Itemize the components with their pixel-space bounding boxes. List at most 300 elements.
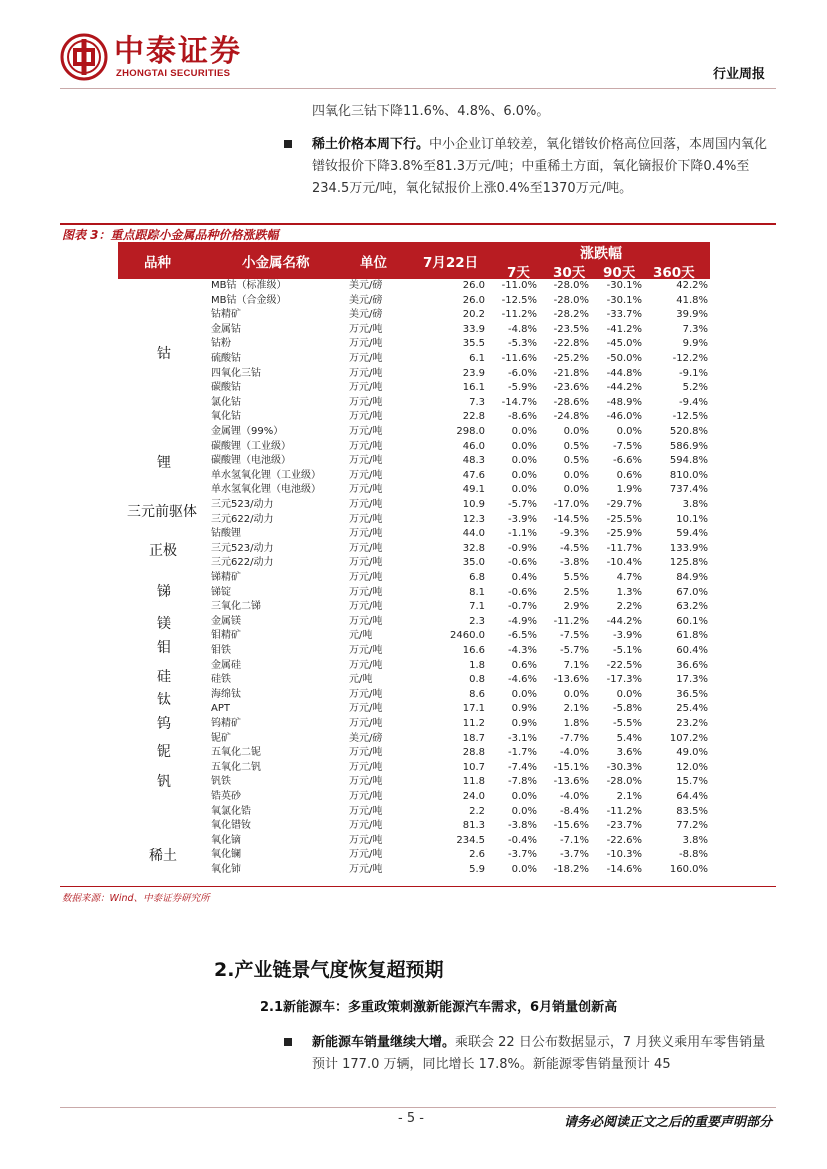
cell-d30: -7.5% [559, 630, 589, 642]
cell-d30: 0.5% [563, 440, 589, 452]
cell-price: 33.9 [462, 323, 485, 335]
cell-d7: -4.8% [507, 323, 537, 335]
section-title: 2.产业链景气度恢复超预期 [214, 959, 444, 981]
table-row [118, 571, 710, 586]
table-row [118, 629, 710, 644]
cell-unit: 万元/吨 [349, 834, 383, 846]
cell-unit: 万元/吨 [349, 849, 383, 861]
table-row [118, 805, 710, 820]
cell-name: 金属钴 [211, 323, 241, 335]
cell-d360: 3.8% [682, 499, 708, 510]
cell-d360: 10.1% [676, 513, 708, 525]
subsection-title: 2.1新能源车：多重政策刺激新能源汽车需求，6月销量创新高 [260, 1000, 618, 1015]
cell-d7: -14.7% [501, 396, 537, 408]
cell-price: 2.3 [469, 615, 485, 627]
cell-d360: 133.9% [669, 542, 708, 554]
cell-unit: 万元/吨 [349, 499, 383, 510]
cell-unit: 美元/磅 [349, 309, 383, 321]
zhongtai-logo-icon [60, 33, 108, 81]
cell-name: 锆英砂 [211, 791, 241, 802]
cell-d7: -5.7% [507, 499, 537, 510]
cell-d7: 0.0% [511, 455, 537, 467]
cell-d30: -15.6% [553, 820, 589, 832]
cell-price: 7.1 [469, 601, 485, 613]
cell-d7: -1.7% [507, 747, 537, 759]
cell-name: 五氧化二钒 [211, 761, 261, 773]
cell-unit: 万元/吨 [349, 586, 383, 598]
bullet-square-icon [284, 1038, 292, 1046]
cell-price: 2460.0 [450, 630, 485, 642]
cell-unit: 万元/吨 [349, 396, 383, 408]
category-vanadium: 钒 [157, 774, 171, 790]
cell-d90: -11.2% [606, 805, 642, 817]
cell-price: 5.9 [469, 864, 485, 875]
cell-d360: 5.2% [682, 382, 708, 394]
cell-d360: 63.2% [676, 601, 708, 613]
cell-name: 四氧化三钴 [211, 367, 261, 379]
cell-name: 金属硅 [211, 659, 241, 671]
cell-name: 氧化镝 [211, 834, 241, 846]
cell-d90: -48.9% [606, 396, 642, 408]
category-magnesium: 镁 [157, 616, 171, 632]
table-row [118, 732, 710, 747]
cell-unit: 美元/磅 [349, 732, 383, 744]
cell-d30: -8.4% [559, 805, 589, 817]
cell-d90: 2.1% [616, 791, 642, 802]
cell-d30: -22.8% [553, 338, 589, 350]
cell-price: 32.8 [462, 542, 485, 554]
cell-d90: -23.7% [606, 820, 642, 832]
cell-d30: -28.6% [553, 396, 589, 408]
cell-d90: 2.2% [616, 601, 642, 613]
cell-d360: 9.9% [682, 338, 708, 350]
cell-d7: 0.4% [511, 572, 537, 583]
cell-d7: -4.6% [507, 674, 537, 686]
cell-d90: -22.5% [606, 659, 642, 671]
cell-name: 钨精矿 [211, 718, 241, 729]
cell-d7: -3.7% [507, 849, 537, 861]
cell-d360: 67.0% [676, 586, 708, 598]
category-antimony: 锑 [157, 584, 171, 600]
bullet-lead: 新能源车销量继续大增。 [312, 1035, 456, 1050]
cell-price: 35.5 [462, 338, 485, 350]
cell-name: 五氧化二铌 [211, 747, 261, 759]
table-row [118, 396, 710, 411]
cell-name: 海绵钛 [211, 688, 241, 700]
table-row [118, 352, 710, 367]
cell-d7: -6.5% [507, 630, 537, 642]
cell-price: 46.0 [462, 440, 485, 452]
cell-d360: 36.6% [676, 659, 708, 671]
bullet-body: 乘联会 22 日公布数据显示，7 月狭义乘用车零售销量预计 177.0 万辆，同比增长 17.8%。新能源零售销量预计 45 [312, 1035, 766, 1072]
cell-d7: -0.6% [507, 557, 537, 569]
table-row [118, 469, 710, 484]
cell-name: 钼精矿 [211, 630, 241, 642]
category-cathode: 正极 [149, 543, 177, 559]
table-row [118, 834, 710, 849]
table-row [118, 673, 710, 688]
bullet-paragraph [312, 134, 774, 200]
cell-price: 298.0 [456, 426, 485, 437]
cell-unit: 万元/吨 [349, 747, 383, 759]
cell-d90: -11.7% [606, 542, 642, 554]
cell-d30: -4.0% [559, 791, 589, 802]
cell-d30: -24.8% [553, 411, 589, 423]
category-ternary-precursor: 三元前驱体 [127, 504, 197, 520]
cell-d30: 7.1% [563, 659, 589, 671]
cell-price: 6.8 [469, 572, 485, 583]
cell-d90: -6.6% [612, 455, 642, 467]
cell-unit: 万元/吨 [349, 572, 383, 583]
cell-name: 钴粉 [211, 338, 231, 350]
cell-name: 碳酸钴 [211, 382, 241, 394]
cell-d360: 42.2% [676, 280, 708, 291]
cell-d90: -25.5% [606, 513, 642, 525]
table-row [118, 556, 710, 571]
cell-d7: -12.5% [501, 294, 537, 306]
cell-d7: -11.6% [501, 353, 537, 364]
cell-name: 碳酸锂（电池级） [211, 455, 291, 467]
cell-unit: 美元/磅 [349, 280, 383, 291]
header-unit: 单位 [360, 255, 387, 271]
cell-unit: 万元/吨 [349, 440, 383, 452]
table-row [118, 410, 710, 425]
cell-d360: 586.9% [669, 440, 708, 452]
cell-name: 金属锂（99%） [211, 426, 284, 437]
cell-d90: -14.6% [606, 864, 642, 875]
category-lithium: 锂 [157, 455, 171, 471]
cell-price: 6.1 [469, 353, 485, 364]
cell-unit: 万元/吨 [349, 484, 383, 496]
cell-d90: -5.8% [612, 703, 642, 715]
table-bottom-rule [60, 886, 776, 887]
cell-d7: -5.3% [507, 338, 537, 350]
cell-d30: -7.1% [559, 834, 589, 846]
table-row [118, 367, 710, 382]
cell-unit: 万元/吨 [349, 659, 383, 671]
cell-d90: -45.0% [606, 338, 642, 350]
cell-name: 三元622/动力 [211, 513, 274, 525]
cell-price: 26.0 [462, 280, 485, 291]
table-row [118, 323, 710, 338]
cell-name: 钴酸锂 [211, 528, 241, 540]
cell-d30: 0.0% [563, 426, 589, 437]
cell-name: 氧化镨钕 [211, 820, 251, 832]
cell-d7: -4.3% [507, 645, 537, 656]
cell-d7: -7.4% [507, 761, 537, 773]
header-90d: 90天 [603, 265, 636, 281]
bullet-square-icon [284, 140, 292, 148]
header-7d: 7天 [507, 265, 530, 281]
category-cobalt: 钴 [157, 346, 171, 362]
table-row [118, 308, 710, 323]
cell-d7: -0.4% [507, 834, 537, 846]
bullet-paragraph [312, 1032, 774, 1076]
cell-d90: -22.6% [606, 834, 642, 846]
cell-name: 氧氯化锆 [211, 805, 251, 817]
cell-d360: 39.9% [676, 309, 708, 321]
cell-d7: -5.9% [507, 382, 537, 394]
cell-d30: -4.0% [559, 747, 589, 759]
logo-english-name: ZHONGTAI SECURITIES [116, 68, 231, 79]
intro-continued-text: 四氧化三钴下降11.6%、4.8%、6.0%。 [312, 104, 550, 119]
cell-d360: 84.9% [676, 572, 708, 583]
cell-d90: -50.0% [606, 353, 642, 364]
cell-d360: -12.2% [672, 353, 708, 364]
table-row [118, 819, 710, 834]
cell-d7: -7.8% [507, 776, 537, 788]
cell-price: 1.8 [469, 659, 485, 671]
cell-d7: 0.0% [511, 791, 537, 802]
cell-d30: -4.5% [559, 542, 589, 554]
cell-name: 金属镁 [211, 615, 241, 627]
cell-d360: 107.2% [669, 732, 708, 744]
cell-unit: 万元/吨 [349, 323, 383, 335]
cell-price: 28.8 [462, 747, 485, 759]
table-row [118, 337, 710, 352]
table-row [118, 717, 710, 732]
cell-d30: 1.8% [563, 718, 589, 729]
cell-price: 26.0 [462, 294, 485, 306]
cell-name: 碳酸锂（工业级） [211, 440, 291, 452]
cell-name: 氯化钴 [211, 396, 241, 408]
table-row [118, 600, 710, 615]
table-row [118, 644, 710, 659]
cell-d90: -46.0% [606, 411, 642, 423]
cell-d7: -8.6% [507, 411, 537, 423]
figure-title: 图表 3：重点跟踪小金属品种价格涨跌幅 [62, 228, 279, 242]
table-row [118, 425, 710, 440]
footer-divider [60, 1107, 776, 1108]
cell-d90: -17.3% [606, 674, 642, 686]
cell-name: 钼铁 [211, 645, 231, 656]
cell-d360: 12.0% [676, 761, 708, 773]
cell-d7: -1.1% [507, 528, 537, 540]
cell-d360: 737.4% [669, 484, 708, 496]
cell-unit: 万元/吨 [349, 513, 383, 525]
cell-unit: 万元/吨 [349, 542, 383, 554]
cell-d7: 0.0% [511, 484, 537, 496]
page-number: - 5 - [398, 1111, 424, 1126]
cell-d30: -28.0% [553, 294, 589, 306]
cell-unit: 万元/吨 [349, 382, 383, 394]
cell-unit: 元/吨 [349, 630, 373, 642]
cell-unit: 万元/吨 [349, 557, 383, 569]
price-table-body [118, 279, 710, 886]
table-row [118, 746, 710, 761]
category-rare-earth: 稀土 [149, 848, 177, 864]
table-row [118, 702, 710, 717]
header-category: 品种 [144, 255, 171, 271]
cell-d90: -33.7% [606, 309, 642, 321]
cell-name: 三元622/动力 [211, 557, 274, 569]
cell-d90: -10.3% [606, 849, 642, 861]
cell-name: 铌矿 [211, 732, 231, 744]
cell-d30: -13.6% [553, 674, 589, 686]
table-row [118, 848, 710, 863]
cell-name: MB钴（合金级） [211, 294, 287, 306]
cell-d30: 0.0% [563, 469, 589, 481]
cell-d360: 23.2% [676, 718, 708, 729]
cell-d7: -3.9% [507, 513, 537, 525]
rare-earth-bullet [284, 134, 774, 200]
cell-d7: 0.0% [511, 688, 537, 700]
cell-d7: -3.8% [507, 820, 537, 832]
header-divider [60, 88, 776, 89]
cell-price: 81.3 [462, 820, 485, 832]
cell-name: MB钴（标准级） [211, 280, 287, 291]
cell-d90: -7.5% [612, 440, 642, 452]
cell-d90: -10.4% [606, 557, 642, 569]
footer-disclaimer: 请务必阅读正文之后的重要声明部分 [563, 1115, 772, 1130]
cell-name: 氧化铈 [211, 864, 241, 875]
table-row [118, 761, 710, 776]
cell-name: 硅铁 [211, 674, 231, 686]
cell-d30: 2.1% [563, 703, 589, 715]
cell-price: 2.6 [469, 849, 485, 861]
cell-d7: -11.0% [501, 280, 537, 291]
category-molybdenum: 钼 [157, 640, 171, 656]
cell-d7: -0.6% [507, 586, 537, 598]
figure-title-bar [60, 223, 776, 242]
cell-d360: 160.0% [669, 864, 708, 875]
cell-price: 20.2 [462, 309, 485, 321]
cell-unit: 万元/吨 [349, 805, 383, 817]
cell-d30: 2.9% [563, 601, 589, 613]
cell-d360: 59.4% [676, 528, 708, 540]
cell-d30: -23.6% [553, 382, 589, 394]
cell-d90: -25.9% [606, 528, 642, 540]
cell-d360: 61.8% [676, 630, 708, 642]
cell-d360: 3.8% [682, 834, 708, 846]
cell-price: 47.6 [462, 469, 485, 481]
cell-d30: -23.5% [553, 323, 589, 335]
cell-d90: 1.3% [616, 586, 642, 598]
cell-unit: 万元/吨 [349, 688, 383, 700]
cell-d360: -9.1% [678, 367, 708, 379]
cell-d30: -28.2% [553, 309, 589, 321]
cell-d7: 0.9% [511, 703, 537, 715]
cell-unit: 万元/吨 [349, 703, 383, 715]
cell-d90: -3.9% [612, 630, 642, 642]
cell-d7: 0.0% [511, 469, 537, 481]
table-row [118, 688, 710, 703]
cell-price: 48.3 [462, 455, 485, 467]
cell-d360: 83.5% [676, 805, 708, 817]
cell-d360: 17.3% [676, 674, 708, 686]
cell-price: 16.1 [462, 382, 485, 394]
cell-d30: -13.6% [553, 776, 589, 788]
cell-d360: 520.8% [669, 426, 708, 437]
cell-unit: 万元/吨 [349, 411, 383, 423]
cell-price: 49.1 [462, 484, 485, 496]
cell-d360: 41.8% [676, 294, 708, 306]
cell-d360: 125.8% [669, 557, 708, 569]
cell-d360: -9.4% [678, 396, 708, 408]
cell-d30: 0.5% [563, 455, 589, 467]
cell-d360: 60.4% [676, 645, 708, 656]
table-row [118, 279, 710, 294]
cell-unit: 万元/吨 [349, 761, 383, 773]
cell-d30: 2.5% [563, 586, 589, 598]
cell-unit: 万元/吨 [349, 718, 383, 729]
cell-d360: 36.5% [676, 688, 708, 700]
cell-unit: 美元/磅 [349, 294, 383, 306]
category-niobium: 铌 [157, 744, 171, 760]
cell-d360: 60.1% [676, 615, 708, 627]
cell-name: 三氧化二锑 [211, 601, 261, 613]
cell-d90: 5.4% [616, 732, 642, 744]
header-price-date: 7月22日 [423, 255, 479, 271]
cell-price: 22.8 [462, 411, 485, 423]
cell-d7: 0.0% [511, 805, 537, 817]
cell-name: 锑精矿 [211, 572, 241, 583]
nev-sales-bullet [284, 1032, 774, 1076]
cell-d360: 594.8% [669, 455, 708, 467]
cell-d360: 77.2% [676, 820, 708, 832]
cell-name: 氧化钴 [211, 411, 241, 423]
cell-d360: 15.7% [676, 776, 708, 788]
cell-d360: -8.8% [678, 849, 708, 861]
cell-d90: -5.1% [612, 645, 642, 656]
cell-d360: 7.3% [682, 323, 708, 335]
table-row [118, 863, 710, 878]
cell-d7: -4.9% [507, 615, 537, 627]
table-row [118, 775, 710, 790]
cell-name: APT [211, 703, 230, 715]
cell-price: 23.9 [462, 367, 485, 379]
cell-d30: 5.5% [563, 572, 589, 583]
cell-d90: -44.2% [606, 382, 642, 394]
table-row [118, 440, 710, 455]
cell-price: 10.7 [462, 761, 485, 773]
cell-name: 锑锭 [211, 586, 231, 598]
cell-name: 三元523/动力 [211, 542, 274, 554]
cell-d7: 0.9% [511, 718, 537, 729]
cell-unit: 万元/吨 [349, 820, 383, 832]
cell-price: 2.2 [469, 805, 485, 817]
cell-d90: 1.9% [616, 484, 642, 496]
cell-price: 234.5 [456, 834, 485, 846]
table-row [118, 790, 710, 805]
header-change: 涨跌幅 [580, 246, 622, 262]
cell-d30: -3.7% [559, 849, 589, 861]
cell-d30: -5.7% [559, 645, 589, 656]
cell-d360: 64.4% [676, 791, 708, 802]
cell-name: 硫酸钴 [211, 353, 241, 364]
cell-d90: -30.1% [606, 294, 642, 306]
bullet-lead: 稀土价格本周下行。 [312, 137, 430, 152]
cell-price: 12.3 [462, 513, 485, 525]
cell-d30: -7.7% [559, 732, 589, 744]
cell-d30: -18.2% [553, 864, 589, 875]
cell-unit: 万元/吨 [349, 645, 383, 656]
cell-d90: -30.3% [606, 761, 642, 773]
cell-d90: 4.7% [616, 572, 642, 583]
cell-price: 11.8 [462, 776, 485, 788]
cell-d30: -15.1% [553, 761, 589, 773]
table-row [118, 498, 710, 513]
cell-unit: 万元/吨 [349, 367, 383, 379]
cell-unit: 元/吨 [349, 674, 373, 686]
cell-name: 单水氢氧化锂（工业级） [211, 469, 321, 481]
cell-unit: 万元/吨 [349, 455, 383, 467]
cell-d360: 810.0% [669, 469, 708, 481]
data-source: 数据来源：Wind、中泰证券研究所 [62, 893, 210, 904]
cell-d7: -3.1% [507, 732, 537, 744]
cell-d360: -12.5% [672, 411, 708, 423]
cell-name: 单水氢氧化锂（电池级） [211, 484, 321, 496]
